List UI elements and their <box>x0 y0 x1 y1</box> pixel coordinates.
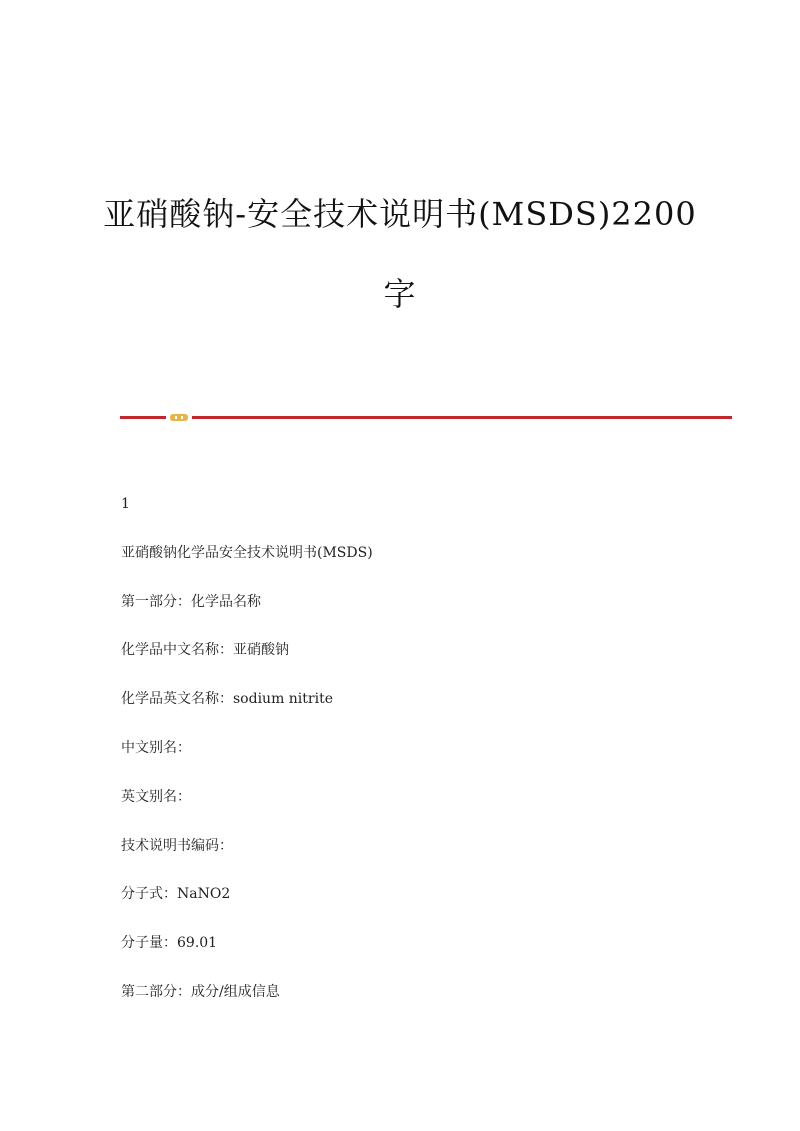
field-chinese-alias: 中文别名： <box>121 739 191 756</box>
section-heading-part-1: 第一部分：化学品名称 <box>121 593 261 610</box>
title-line-2: 字 <box>383 275 417 313</box>
title-divider <box>120 414 732 422</box>
field-document-code: 技术说明书编码： <box>121 837 233 854</box>
divider-rule-left <box>120 416 166 419</box>
section-heading-part-2: 第二部分：成分/组成信息 <box>121 983 280 1000</box>
divider-rule-right <box>192 416 732 419</box>
field-english-alias: 英文别名： <box>121 788 191 805</box>
document-body <box>121 492 741 1029</box>
field-chinese-name: 化学品中文名称：亚硝酸钠 <box>121 642 289 659</box>
divider-ornament-icon <box>170 414 188 421</box>
page-number: 1 <box>121 496 130 512</box>
field-english-name: 化学品英文名称：sodium nitrite <box>121 691 333 708</box>
document-heading: 亚硝酸钠化学品安全技术说明书(MSDS) <box>121 544 373 561</box>
field-molecular-weight: 分子量：69.01 <box>121 935 218 952</box>
field-molecular-formula: 分子式：NaNO2 <box>121 886 231 903</box>
title-line-1: 亚硝酸钠-安全技术说明书(MSDS)2200 <box>103 195 697 233</box>
